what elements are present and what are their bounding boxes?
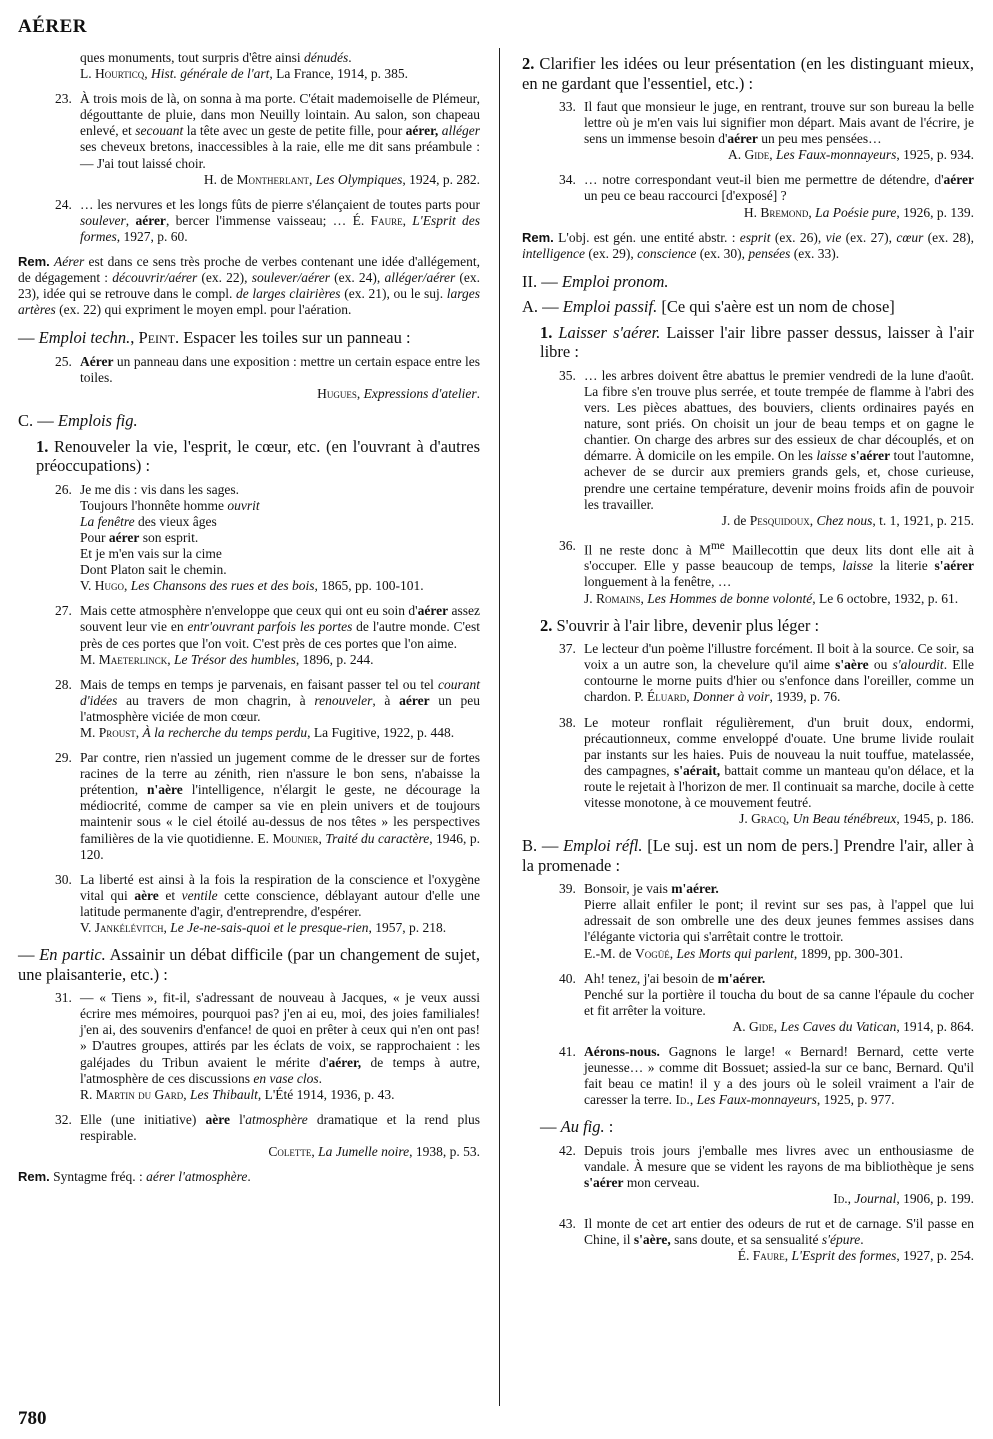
example-33: 33. Il faut que monsieur le juge, en rentrant, trouve sur son bureau la belle lettre où je m'en vais lui signifier mon départ. Mais avant de l'écrire, je sens un immense besoin d'aérer un peu mes pensées… A. Gide, Les Faux-monnayeurs, 1925, p. 934.	[559, 99, 974, 163]
example-39: 39. Bonsoir, je vais m'aérer. Pierre allait enfiler le pont; il revint sur ses pas, à l'appel que lui adressait de son ombrelle une des deux jeunes femmes assises dans l'élégante victoria qui s'arrêtait contre le trottoir. E.-M. de Vogüé, Les Morts qui parlent, 1899, pp. 300-301.	[559, 881, 974, 961]
remark-3: Rem. L'obj. est gén. une entité abstr. : esprit (ex. 26), vie (ex. 27), cœur (ex. 28), intelligence (ex. 29), conscience (ex. 30), pensées (ex. 33).	[522, 229, 975, 261]
example-37: 37. Le lecteur d'un poème l'illustre forcément. Il boit à la source. Ce soir, sa voix a un autre son, la chevelure qu'il aime s'aère ou s'alourdit. Elle contourne le morne puits d'hier ou s'enfonce dans l'oreiller, comme un chardon. P. Éluard, Donner à voir, 1939, p. 76.	[559, 641, 974, 705]
example-source: V. Jankélévitch, Le Je-ne-sais-quoi et le presque-rien, 1957, p. 218.	[80, 920, 447, 936]
example-number: 37.	[559, 641, 576, 657]
example-23: 23. À trois mois de là, on sonna à ma porte. C'était mademoiselle de Plémeur, dégouttante de pluie, dans mon Neuilly lointain. Au salon, son chapeau enlevé, et secouant la tête avec un geste de petite fille, pour aérer, alléger ses cheveux bretons, inaccessibles à la raie, elle me dit sans préambule : — J'ai tout laissé choir. H. de Montherlant, Les Olympiques, 1924, p. 282.	[55, 91, 480, 187]
example-number: 36.	[559, 537, 576, 553]
running-head: AÉRER	[18, 16, 88, 37]
example-source: É. Faure, L'Esprit des formes, 1927, p. 254.	[737, 1248, 974, 1264]
section-ii-heading: II. — Emploi pronom.	[522, 271, 669, 291]
example-30: 30. La liberté est ainsi à la fois la respiration de la conscience et l'oxygène vital qui aère et ventile cette conscience, déblayant autour d'elle une latitude permanente d'agir, d'entreprendre, d'espérer. V. Jankélévitch, Le Je-ne-sais-quoi et le presque-rien, 1957, p. 218.	[55, 871, 480, 936]
example-source: M. Proust, À la recherche du temps perdu, La Fugitive, 1922, p. 448.	[80, 725, 455, 740]
example-number: 32.	[55, 1111, 72, 1127]
verse-line: Dont Platon sait le chemin.	[80, 562, 227, 578]
example-38: 38. Le moteur ronflait régulièrement, d'un bruit doux, endormi, précautionneux, comme enveloppé d'ouate. Une brume livide roulait par instants sur les haies. Puis de nouveau la nuit touffue, matelassée, des campagnes, s'aérait, battait comme un manteau qu'on délace, et la route le rejetait à l'horizon de mer. Il continuait sa marche, docile à cette vitesse monotone, à ce mouvement feutré. J. Gracq, Un Beau ténébreux, 1945, p. 186.	[559, 714, 975, 827]
usage-technical: — Emploi techn., Peint. Espacer les toiles sur un panneau :	[18, 328, 411, 348]
example-source: E.-M. de Vogüé, Les Morts qui parlent, 1899, pp. 300-301.	[584, 945, 904, 961]
verse-line: La fenêtre des vieux âges	[80, 513, 217, 529]
headword-form: aérer	[135, 212, 166, 228]
example-43: 43. Il monte de cet art entier des odeurs de rut et de carnage. S'il passe en Chine, il s'aère, sans doute, et sa sensualité s'épure. É. Faure, L'Esprit des formes, 1927, p. 254.	[559, 1216, 974, 1264]
example-number: 43.	[559, 1216, 576, 1232]
example-28: 28. Mais de temps en temps je parvenais, en faisant passer tel ou tel courant d'idées au travers de mon chagrin, à renouveler, à aérer un peu l'atmosphère viciée de mon cœur. M. Proust, À la recherche du temps perdu, La Fugitive, 1922, p. 448.	[55, 676, 481, 740]
remark-label: Rem.	[18, 254, 50, 270]
usage-figurative: — Au fig. :	[540, 1117, 614, 1137]
example-31: 31. — « Tiens », fit-il, s'adressant de nouveau à Jacques, « je veux aussi écrire mes mémoires, pourquoi pas? j'en ai eu, moi, des joies familiales! j'en ai, des souvenirs d'enfance! de quoi en prêter à ceux qui n'en ont pas! » D'autres groupes, attirés par les éclats de voix, se rapprochaient : les galéjades du Tribun avaient le mérite d'aérer, de temps à autre, l'atmosphère de ces discussions en vase clos. R. Martin du Gard, Les Thibault, L'Été 1914, 1936, p. 43.	[55, 990, 480, 1102]
column-divider	[499, 48, 500, 1406]
verse-line: Toujours l'honnête homme ouvrit	[80, 497, 260, 513]
headword-form: aérer,	[405, 123, 439, 139]
example-35: 35. … les arbres doivent être abattus le premier vendredi de la lune d'août. La fibre s'en trouve plus serrée, et toute trempée de flamme à l'abri des vers. Les pièces abattues, des bouviers, clients ordinaires payés en nature, sont priés. On choisit un jour de beau temps et on gagne le chantier. On charge des arbres sur des essieux de char découplés, et on démarre. À domicile on les empile. On les laisse s'aérer tout l'automne, achever de se durcir aux premiers grands gels, et, chose curieuse, prendre une certaine température, devenir moins froids afin de pouvoir les travailler. J. de Pesquidoux, Chez nous, t. 1, 1921, p. 215.	[559, 367, 975, 528]
example-number: 30.	[55, 871, 72, 887]
example-source: H. de Montherlant, Les Olympiques, 1924, p. 282.	[203, 171, 480, 187]
example-text: ques monuments, tout surpris d'être ainsi	[80, 50, 305, 65]
right-column	[522, 50, 974, 1274]
example-number: 34.	[559, 172, 576, 188]
verse-line: Pour aérer son esprit.	[80, 529, 199, 545]
left-column	[18, 50, 480, 1195]
page-number: 780	[18, 1408, 47, 1429]
example-number: 26.	[55, 481, 72, 497]
verse-line: Je me dis : vis dans les sages.	[80, 481, 239, 497]
example-source: J. Romains, Les Hommes de bonne volonté, Le 6 octobre, 1932, p. 61.	[584, 590, 959, 606]
example-source: J. de Pesquidoux, Chez nous, t. 1, 1921, p. 215.	[721, 512, 974, 528]
example-29: 29. Par contre, rien n'assied un jugement comme de le dresser sur de fortes racines de la terre au zénith, rien n'assure le bon sens, n'abaisse la prétention, n'aère l'intelligence, n'élargit le geste, ne décourage la médiocrité, comme de camper sa vie en plein univers et de toujours maintenir sous « le ciel étoilé au-dessus de nos têtes » les perspectives familières de la vie quotidienne. E. Mounier, Traité du caractère, 1946, p. 120.	[55, 750, 481, 862]
example-italic: dénudés	[304, 50, 349, 65]
usage-particular: — En partic. Assainir un débat difficile (par un changement de sujet, une plaisanterie, etc.) :	[18, 945, 480, 984]
example-source: A. Gide, Les Faux-monnayeurs, 1925, p. 934.	[728, 147, 974, 163]
example-27: 27. Mais cette atmosphère n'enveloppe que ceux qui ont eu soin d'aérer assez souvent leur vie en entr'ouvrant parfois les portes de l'autre monde. C'est près de ces portes que l'on voit. C'est près de ces portes que l'on aime. M. Maeterlinck, Le Trésor des humbles, 1896, p. 244.	[55, 603, 480, 667]
example-26	[55, 481, 480, 595]
example-number: 23.	[55, 91, 72, 107]
example-source: R. Martin du Gard, Les Thibault, L'Été 1914, 1936, p. 43.	[80, 1086, 395, 1102]
example-36: 36. Il ne reste donc à $M^{me}$ Maillecottin que deux lits dont elle ait à s'occuper. Elle y passe beaucoup de temps, laisse la literie s'aérer longuement à la fenêtre, … J. Romains, Les Hommes de bonne volonté, Le 6 octobre, 1932, p. 61.	[559, 537, 974, 606]
example-number: 24.	[55, 196, 72, 212]
example-number: 27.	[55, 603, 72, 619]
example-24: 24. … les nervures et les longs fûts de pierre s'élançaient de toutes parts pour soulever, aérer, bercer l'immense vaisseau; … É. Faure, L'Esprit des formes, 1927, p. 60.	[55, 196, 481, 244]
example-32: 32. Elle (une initiative) aère l'atmosphère dramatique et la rend plus respirable. Colette, La Jumelle noire, 1938, p. 53.	[55, 1111, 481, 1159]
remark-1: Rem. Aérer est dans ce sens très proche de verbes contenant une idée d'allégement, de dégagement : découvrir/aérer (ex. 22), soulever/aérer (ex. 24), alléger/aérer (ex. 23), idée qui se retrouve dans le compl. de larges clairières (ex. 21), ou le suj. larges artères (ex. 22) qui expriment le moyen empl. pour l'aération.	[18, 254, 481, 318]
example-number: 28.	[55, 676, 72, 692]
example-number: 35.	[559, 367, 576, 383]
remark-2: Rem. Syntagme fréq. : aérer l'atmosphère.	[18, 1169, 251, 1185]
example-22-tail	[80, 50, 480, 82]
example-source: L. Hourticq, Hist. générale de l'art, La France, 1914, p. 385.	[80, 66, 409, 82]
example-source: J. Gracq, Un Beau ténébreux, 1945, p. 186.	[739, 811, 974, 827]
example-34: 34. … notre correspondant veut-il bien me permettre de détendre, d'aérer un peu ce beau raccourci [d'exposé] ? H. Bremond, La Poésie pure, 1926, p. 139.	[559, 172, 974, 220]
example-text: .	[348, 50, 352, 65]
example-source: Id., Journal, 1906, p. 199.	[833, 1191, 974, 1207]
example-source: M. Maeterlinck, Le Trésor des humbles, 1896, p. 244.	[80, 651, 374, 667]
example-number: 40.	[559, 970, 576, 986]
example-number: 31.	[55, 990, 72, 1006]
verse-lines	[80, 482, 480, 579]
section-c-heading: C. — Emplois fig.	[18, 411, 138, 431]
sense-c2: 2. Clarifier les idées ou leur présentation (en les distinguant mieux, en ne gardant que l'essentiel, etc.) :	[522, 54, 974, 93]
example-number: 38.	[559, 714, 576, 730]
example-40: 40. Ah! tenez, j'ai besoin de m'aérer. Penché sur la portière il toucha du bout de sa canne l'épaule du cocher et fit arrêter la voiture. A. Gide, Les Caves du Vatican, 1914, p. 864.	[559, 970, 974, 1034]
remark-label: Rem.	[18, 1169, 50, 1185]
example-number: 42.	[559, 1142, 576, 1158]
sense-a1: 1. Laisser s'aérer. Laisser l'air libre passer dessus, laisser à l'air libre :	[540, 322, 974, 362]
example-source: A. Gide, Les Caves du Vatican, 1914, p. 864.	[732, 1018, 974, 1034]
example-source: V. Hugo, Les Chansons des rues et des bois, 1865, pp. 100-101.	[80, 578, 424, 594]
sense-c1: 1. Renouveler la vie, l'esprit, le cœur, etc. (en l'ouvrant à d'autres préoccupations) :	[36, 436, 480, 476]
example-42: 42. Depuis trois jours j'emballe mes livres avec un enthousiasme de vandale. À mesure que se vident les rayons de ma bibliothèque je sens s'aérer mon cerveau. Id., Journal, 1906, p. 199.	[559, 1142, 974, 1207]
example-number: 25.	[55, 353, 72, 369]
example-number: 33.	[559, 99, 576, 114]
example-41: 41. Aérons-nous. Gagnons le large! « Bernard! Bernard, cette verte jeunesse… » comme dit Bossuet; assied-la sur ce banc, Bernard. Qu'il fait beau ce matin! il y a des jours où le soleil vraiment a l'air de caresser la terre. Id., Les Faux-monnayeurs, 1925, p. 977.	[559, 1044, 974, 1108]
example-number: 39.	[559, 881, 576, 897]
headword-form: Aérer	[80, 353, 114, 369]
sense-a2: 2. S'ouvrir à l'air libre, devenir plus léger :	[540, 615, 820, 635]
example-number: 41.	[559, 1044, 576, 1060]
example-source: Hugues, Expressions d'atelier.	[317, 386, 480, 402]
example-number: 29.	[55, 750, 72, 766]
remark-label: Rem.	[522, 229, 554, 245]
section-a-heading: A. — Emploi passif. [Ce qui s'aère est un nom de chose]	[522, 297, 895, 317]
example-source: Colette, La Jumelle noire, 1938, p. 53.	[268, 1143, 480, 1159]
verse-line: Et je m'en vais sur la cime	[80, 546, 222, 562]
example-source: H. Bremond, La Poésie pure, 1926, p. 139.	[743, 204, 974, 220]
example-25: 25. Aérer un panneau dans une exposition : mettre un certain espace entre les toiles. Hugues, Expressions d'atelier.	[55, 353, 480, 402]
section-b-heading: B. — Emploi réfl. [Le suj. est un nom de pers.] Prendre l'air, aller à la promenade :	[522, 836, 975, 875]
